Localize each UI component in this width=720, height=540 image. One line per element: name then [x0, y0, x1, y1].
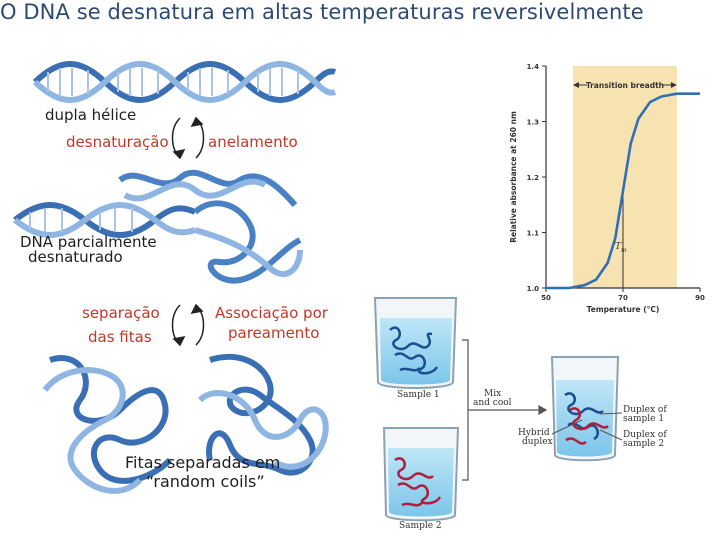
- mix-bracket-arrow: [462, 340, 546, 480]
- label-partially-denatured-1: DNA parcialmente: [20, 233, 157, 251]
- y-tick-label: 1.0: [526, 285, 539, 293]
- label-duplex-sample-1-a: Duplex of: [623, 405, 667, 415]
- label-hybrid: Hybrid: [518, 428, 550, 438]
- y-axis-label: Relative absorbance at 260 nm: [509, 111, 518, 243]
- label-double-helix: dupla hélice: [45, 106, 137, 124]
- label-association-2: pareamento: [228, 324, 320, 342]
- melting-curve-chart: [509, 63, 705, 314]
- label-duplex-sample-1-b: sample 1: [623, 414, 665, 424]
- label-sample-1: Sample 1: [397, 390, 440, 400]
- label-separated-strands-2: “random coils”: [146, 472, 265, 491]
- label-association-1: Associação por: [215, 304, 328, 322]
- label-denaturation: desnaturação: [66, 133, 169, 151]
- label-duplex-sample-2-b: sample 2: [623, 439, 665, 449]
- label-mix: Mix: [484, 389, 502, 399]
- label-separated-strands-1: Fitas separadas em: [125, 453, 281, 472]
- beaker-sample-2: [384, 428, 458, 520]
- y-tick-label: 1.2: [526, 174, 539, 182]
- label-strand-separation-1: separação: [82, 304, 160, 322]
- beaker-sample-1: [375, 298, 456, 388]
- reversible-arrows-top: [173, 118, 204, 158]
- label-sample-2: Sample 2: [399, 521, 442, 531]
- transition-breadth-label: Transition breadth: [585, 81, 665, 90]
- label-duplex: duplex: [522, 437, 553, 447]
- beaker-hybrid: [552, 357, 618, 460]
- tm-subscript: m: [621, 247, 627, 255]
- y-tick-label: 1.1: [526, 229, 539, 238]
- x-tick-label: 90: [695, 294, 705, 302]
- label-strand-separation-2: das fitas: [88, 328, 152, 346]
- y-tick-label: 1.4: [526, 63, 539, 71]
- double-helix-top: [35, 64, 335, 100]
- label-partially-denatured-2: desnaturado: [28, 248, 123, 266]
- label-duplex-sample-2-a: Duplex of: [623, 430, 667, 440]
- reversible-arrows-bottom: [173, 305, 204, 345]
- label-annealing: anelamento: [208, 133, 298, 151]
- x-axis-label: Temperature (°C): [586, 305, 660, 314]
- y-tick-label: 1.3: [526, 118, 539, 127]
- tm-label: T: [615, 242, 622, 253]
- page-title: O DNA se desnatura em altas temperaturas reversivelmente: [0, 0, 644, 24]
- label-and-cool: and cool: [473, 398, 512, 408]
- x-tick-label: 50: [541, 294, 551, 302]
- x-tick-label: 70: [618, 294, 628, 302]
